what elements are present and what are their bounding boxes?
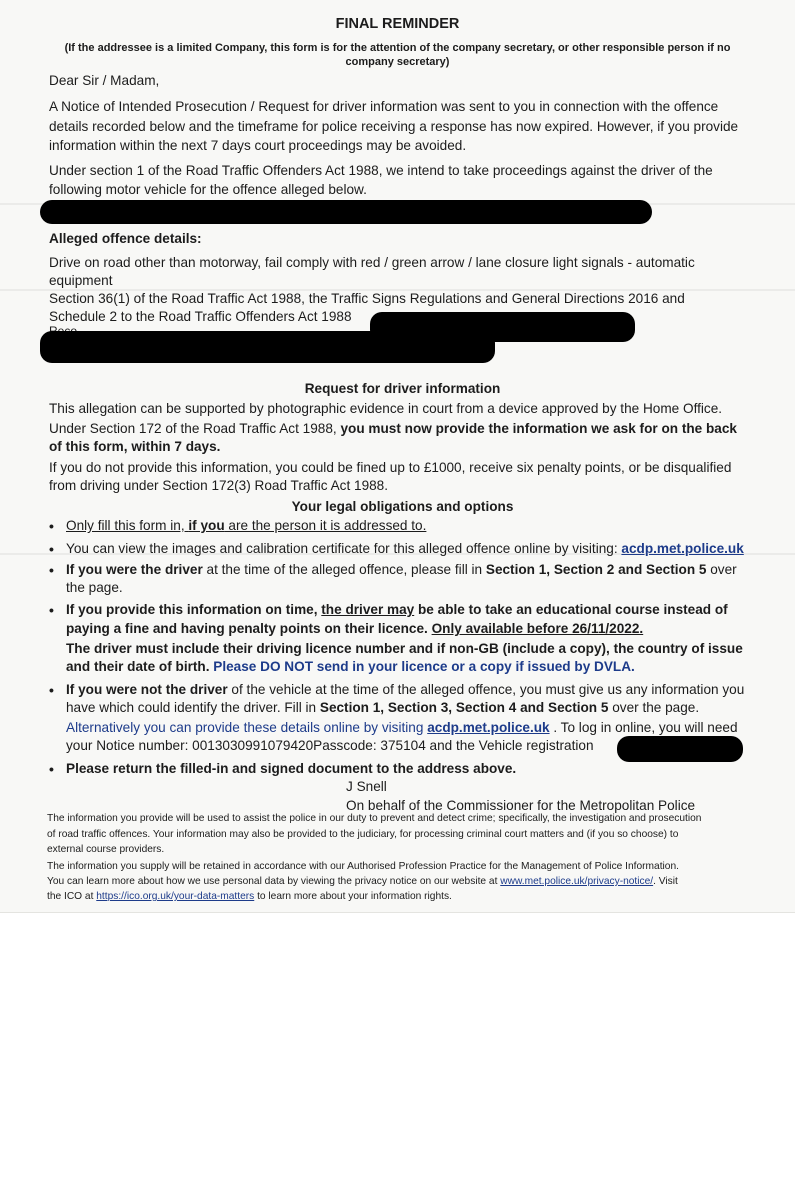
obligation-item-continued: paying a fine and having penalty points on their licence. Only available before 26/11/2022.: [66, 621, 644, 636]
privacy-notice-link[interactable]: www.met.police.uk/privacy-notice/: [500, 876, 654, 887]
footer-text: The information you supply will be retained in accordance with our Authorised Profession Practice for the Management of Police Information.: [47, 861, 679, 872]
footer-text: The information you provide will be used to assist the police in our duty to prevent and detect crime; specifically, the investigation and prosecution: [47, 813, 702, 824]
notice-credentials: your Notice number: 0013030991079420Passcode: 375104 and the Vehicle registration: [66, 738, 594, 753]
bullet-marker: •: [49, 541, 54, 557]
document-title: FINAL REMINDER: [335, 16, 460, 32]
proceedings-paragraph: following motor vehicle for the offence alleged below.: [49, 182, 367, 197]
obligation-item: If you provide this information on time, the driver may be able to take an educational course instead of: [66, 602, 728, 617]
obligation-item: If you were the driver at the time of the alleged offence, please fill in Section 1, Section 2 and Section 5 over: [66, 562, 737, 577]
bullet-marker: •: [49, 562, 54, 578]
footer-text: external course providers.: [47, 844, 165, 855]
redacted-vehicle-details: [40, 200, 652, 224]
addressee-note: (If the addressee is a limited Company, this form is for the attention of the company secretary, or other responsible person if no: [64, 42, 731, 54]
obligation-item-continued: the page.: [66, 580, 123, 595]
obligation-item-continued: and their date of birth. Please DO NOT send in your licence or a copy if issued by DVLA.: [66, 659, 635, 674]
proceedings-paragraph: Under section 1 of the Road Traffic Offenders Act 1988, we intend to take proceedings against the driver of the: [49, 163, 713, 178]
acdp-link-login[interactable]: acdp.met.police.uk: [427, 720, 550, 735]
bullet-marker: •: [49, 518, 54, 534]
footer-text: of road traffic offences. Your information may also be provided to the judiciary, for processing criminal court matters and (if you so choose) to: [47, 829, 679, 840]
penalty-text: If you do not provide this information, you could be fined up to £1000, receive six penalty points, or be disqualified: [49, 460, 732, 475]
footer-text: the ICO at https://ico.org.uk/your-data-matters to learn more about your information rights.: [47, 891, 452, 902]
signatory-name: J Snell: [346, 779, 387, 794]
addressee-note-2: company secretary): [345, 56, 450, 68]
acdp-link[interactable]: acdp.met.police.uk: [621, 541, 744, 556]
request-text: Under Section 172 of the Road Traffic Act 1988, you must now provide the information we ask for on the back: [49, 421, 737, 436]
intro-paragraph: information within the next 7 days court proceedings may be avoided.: [49, 138, 467, 153]
obligation-item: You can view the images and calibration certificate for this alleged offence online by visiting: acdp.met.police.uk: [66, 541, 744, 556]
ico-link[interactable]: https://ico.org.uk/your-data-matters: [96, 891, 255, 902]
offence-heading: Alleged offence details:: [49, 231, 202, 246]
salutation: Dear Sir / Madam,: [49, 73, 160, 88]
bullet-marker: •: [49, 761, 54, 777]
obligation-item: Please return the filled-in and signed document to the address above.: [66, 761, 517, 776]
offence-description: Drive on road other than motorway, fail comply with red / green arrow / lane closure light signals - automatic: [49, 255, 695, 270]
obligation-item-continued: Alternatively you can provide these details online by visiting acdp.met.police.uk . To log in online, you will need: [66, 720, 738, 735]
obligation-item: If you were not the driver of the vehicle at the time of the alleged offence, you must give us any information you: [66, 682, 745, 697]
request-text: This allegation can be supported by photographic evidence in court from a device approved by the Home Office.: [49, 401, 723, 416]
request-heading: Request for driver information: [304, 381, 501, 396]
penalty-text: from driving under Section 172(3) Road Traffic Act 1988.: [49, 478, 389, 493]
offence-legislation: Section 36(1) of the Road Traffic Act 1988, the Traffic Signs Regulations and General Directions 2016 and: [49, 291, 685, 306]
offence-description: equipment: [49, 273, 113, 288]
footer-text: You can learn more about how we use personal data by viewing the privacy notice on our website at www.met.police.uk/privacy-notice/. Visit: [47, 876, 678, 887]
request-deadline: of this form, within 7 days.: [49, 439, 221, 454]
intro-paragraph: A Notice of Intended Prosecution / Request for driver information was sent to you in connection with the offence: [49, 99, 719, 114]
obligation-item-continued: The driver must include their driving licence number and if non-GB (include a copy), the country of issue: [66, 641, 743, 656]
redacted-registration: [617, 736, 743, 762]
bullet-marker: •: [49, 682, 54, 698]
redacted-offence-details-2: [40, 331, 495, 363]
obligation-item: Only fill this form in, if you are the person it is addressed to.: [66, 518, 427, 533]
intro-paragraph: details recorded below and the timeframe for police receiving a response has now expired. However, if you provide: [49, 119, 739, 134]
bullet-marker: •: [49, 602, 54, 618]
obligations-heading: Your legal obligations and options: [291, 499, 514, 514]
offence-legislation: Schedule 2 to the Road Traffic Offenders Act 1988: [49, 309, 352, 324]
signatory-role: On behalf of the Commissioner for the Metropolitan Police: [346, 798, 696, 813]
obligation-item-continued: have which could identify the driver. Fill in Section 1, Section 3, Section 4 and Section 5 over the page.: [66, 700, 700, 715]
